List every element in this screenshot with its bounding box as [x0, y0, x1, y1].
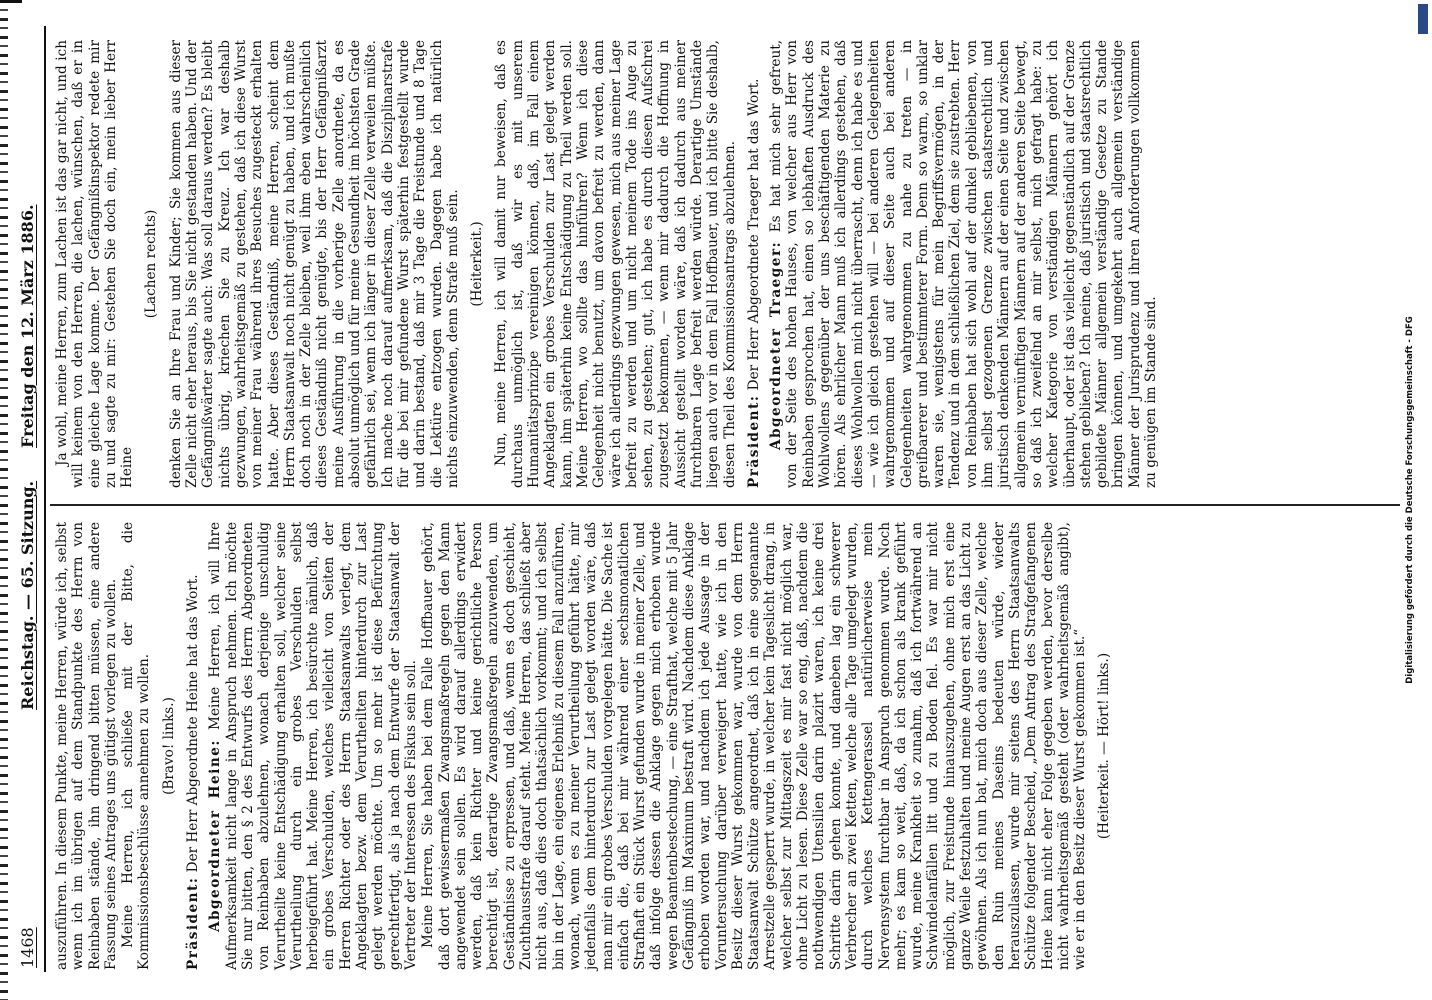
- speaker-label: Abgeordneter Heine:: [207, 739, 224, 932]
- speaker-label: Präsident:: [745, 394, 762, 488]
- speaker-text: Der Herr Abgeordnete Traeger hat das Wort.: [745, 78, 762, 391]
- paragraph: Nun, meine Herren, ich will damit nur beweisen, daß es durchaus unmöglich ist, daß wir es mit unserem Humanitätsprinzipe vereinigen können, daß, im Fall einem Angeklagten ein grobes Verschulden zur Last gelegt werden kann, ihm späterhin keine Entschädigung zu Theil werden soll. Meine Herren, wo sollte das hinführen? Wenn ich diese Gelegenheit nicht benutzt, um davon befreit zu werden, dann wäre ich allerdings gezwungen gewesen, mich aus meiner Lage befreit zu werden und um nicht meinem Tode ins Auge zu sehen, zu gestehen; gut, ich habe es durch diesen Aufschrei zugesetzt bekommen, — wenn mir dadurch die Hoffnung in Aussicht gestellt worden wäre, daß ich dadurch aus meiner furchtbaren Lage befreit werden würde. Derartige Umstände liegen auch vor in dem Fall Hoffbauer, und ich bitte Sie deshalb, diesen Theil des Kommissionsantrags abzulehnen.: [493, 40, 738, 488]
- header-rule: [44, 26, 46, 972]
- interjection: (Heiterkeit. — Hört! links.): [1096, 652, 1113, 840]
- speaker-paragraph: [768, 40, 1159, 488]
- column-divider: [50, 505, 1400, 507]
- paragraph: Meine Herren, Sie haben bei dem Falle Hoffbauer gehört, daß dort gewissermaßen Zwangsmaßregeln gegen den Mann angewendet sein sollen. Es wird darauf allerdings erwidert werden, daß kein Richter und keine gerichtliche Person berechtigt ist, derartige Zwangsmaßregeln anzuwenden, um Geständnisse zu erpressen, und daß, wenn es doch geschieht, Zuchthausstrafe darauf steht. Meine Herren, das schließt aber nicht aus, daß dies doch thatsächlich vorkommt; und ich selbst bin in der Lage, ein eigenes Erlebniß zu diesem Fall anzuführen, wonach, wenn es zu meiner Verurtheilung geführt hätte, mir jedenfalls dem hinterdurch zur Last gelegt worden wäre, daß man mir ein grobes Verschulden vorgelegen hätte. Die Sache ist einfach die, daß bei mir während einer sechsmonatlichen Strafhaft ein Stück Wurst gefunden wurde in meiner Zelle, und daß infolge dessen die Anklage gegen mich erhoben wurde wegen Beamtenbestechung, — eine Strafthat, welche mit 5 Jahr Gefängniß im Maximum bestraft wird. Nachdem diese Anklage erhoben worden war, und nachdem ich jede Aussage in der Voruntersuchung darüber verweigert hatte, wie ich in den Besitz dieser Wurst gekommen war, wurde von dem Herrn Staatsanwalt Schütze angeordnet, daß ich in eine sogenannte Arrestzelle gesperrt wurde, in welcher kein Tageslicht drang, in welcher selbst zur Mittagszeit es mir fast nicht möglich war, ohne Licht zu lesen. Diese Zelle war so eng, daß, nachdem die nothwendigen Utensilien darin plazirt waren, ich keine drei Schritte darin gehen konnte, und daneben lag ein schwerer Verbrecher an zwei Ketten, welche alle Tage umgelegt wurden, durch welches Kettengerassel natürlicherweise mein Nervensystem furchtbar in Anspruch genommen wurde. Noch mehr; es kam so weit, daß, da ich schon als krank geführt wurde, meine Krankheit so zunahm, daß ich fortwährend an Schwindelanfällen litt und zu Boden fiel. Es war mir nicht möglich, zur Freistunde hinauszugehen, ohne mich erst eine ganze Weile festzuhalten und meine Augen erst an das Licht zu gewöhnen. Als ich nun bat, mich doch aus dieser Zelle, welche den Ruin meines Daseins bedeuten würde, wieder herauszulassen, wurde mir seitens des Herrn Staatsanwalts Schütze folgender Bescheid, „Dem Antrag des Strafgefangenen Heine kann nicht eher Folge gegeben werden, bevor derselbe nicht wahrheitsgemäß gesteht (oder wahrheitsgemäß angibt), wie er in den Besitz dieser Wurst gekommen ist.“: [420, 522, 1089, 970]
- speaker-text: Es hat mich sehr gefreut, von der Seite des hohen Hauses, von welcher aus Herr von Reinbaben gesprochen hat, einen so lebhaften Ausdruck des Wohlwollens gegenüber der uns beschäftigenden Materie zu hören. Als ehrlicher Mann muß ich allerdings gestehen, daß dieses Wohlwollen mich nicht überrascht, denn ich habe es und — wie ich gleich gestehen will — bei anderen Gelegenheiten wahrgenommen und auf dieser Seite auch bei anderen Gelegenheiten wahrgenommen zu nahe zu treten — in greifbarerer und bestimmterer Form. Denn so warm, so unklar waren sie, wenigstens für mein Begriffsvermögen, in der Tendenz und in dem schließlichen Ziel, dem sie zustrebten. Herr von Reinbaben hat sich wohl auf der dunkel gebliebenen, von ihm selbst gezogenen Grenze zwischen staatsrechtlich und juristisch denkenden Männern auf der einen Seite und zwischen allgemein vernünftigen Männern auf der anderen Seite bewegt, so daß ich zweifelnd an mir selbst, mich gefragt habe: zu welcher Kategorie von verständigen Männern gehört ich überhaupt, oder ist das vielleicht gegenständlich auf der Grenze stehen geblieben? Ich meine, daß juristisch und staatsrechtlich gebildete Männer allgemein verständige Gesetze zu Stande bringen können, und umgekehrt auch allgemein verständige Männer der Jurisprudenz und ihren Anforderungen vollkommen zu genügen im Stande sind.: [768, 39, 1159, 488]
- speaker-text: Der Herr Abgeordnete Heine hat das Wort.: [185, 574, 202, 873]
- interjection: (Heiterkeit.): [469, 221, 486, 307]
- session-title: Reichstag. — 65. Sitzung.: [18, 480, 37, 710]
- scan-mark: [0, 0, 22, 3]
- speaker-paragraph: [746, 40, 762, 488]
- speaker-label: Abgeordneter Traeger:: [768, 240, 785, 450]
- interjection: (Lachen rechts): [143, 209, 160, 319]
- column-right: [54, 40, 1160, 488]
- paragraph: Ja wohl, meine Herren, zum Lachen ist das gar nicht, und ich will keinem von den Herren, die lachen, wünschen, daß er in eine gleiche Lage komme. Der Gefängnißinspektor redete mir zu und sagte zu mir: Gestehen Sie doch ein, mein lieber Herr Heine: [54, 40, 136, 488]
- speaker-label: Präsident:: [185, 876, 202, 970]
- scan-edge: [0, 0, 8, 1000]
- paragraph: denken Sie an Ihre Frau und Kinder; Sie kommen aus dieser Zelle nicht eher heraus, bis Sie nicht gestanden haben. Und der Gefängnißwärter sagte auch: Was soll daraus werden? Es bleibt nichts übrig, kriechen Sie zu Kreuz. Ich war deshalb gezwungen, wahrheitsgemäß zu gestehen, daß ich diese Wurst von meiner Frau während ihres Besuches zugesteckt erhalten hatte. Aber dieses Geständniß, meine Herren, scheint dem Herrn Staatsanwalt noch nicht genügt zu haben, und ich mußte doch noch in der Zelle bleiben, weil ihm eben wahrscheinlich dieses Geständniß nicht genügte, bis der Herr Gefängnißarzt meine Ausführung in die vorherige Zelle anordnete, da es absolut unmöglich und für meine Gesundheit im höchsten Grade gefährlich sei, wenn ich länger in dieser Zelle verweilen müßte. Ich mache noch darauf aufmerksam, daß die Disziplinarstrafe für die bei mir gefundene Wurst späterhin festgestellt wurde und darin bestand, daß mir 3 Tage die Freistunde und 8 Tage die Lektüre entzogen wurden. Dagegen habe ich natürlich nichts einzuwenden, denn Strafe muß sein.: [167, 40, 461, 488]
- digitization-credit: Digitalisierung gefördert durch die Deutsche Forschungsgemeinschaft - DFG: [1405, 316, 1415, 684]
- dfg-logo-icon: [1418, 4, 1428, 34]
- paragraph: auszuführen. In diesem Punkte, meine Herren, würde ich, selbst wenn ich im übrigen auf dem Standpunkte des Herrn von Reinbaben stände, ihn dringend bitten müssen, eine andere Fassung seines Antrages uns gütigst vorlegen zu wollen.: [54, 522, 119, 970]
- session-date: Freitag den 12. März 1886.: [18, 204, 37, 448]
- speaker-paragraph: [185, 522, 201, 970]
- interjection: (Bravo! links.): [160, 697, 177, 795]
- column-left: [54, 522, 1121, 970]
- newspaper-page: [16, 20, 1416, 980]
- speaker-paragraph: [207, 522, 419, 970]
- page-header: [20, 30, 42, 968]
- paragraph: Meine Herren, ich schließe mit der Bitte, die Kommissionsbeschlüsse annehmen zu wollen.: [120, 522, 153, 970]
- speaker-text: Meine Herren, ich will Ihre Aufmerksamkeit nicht lange in Anspruch nehmen. Ich möchte Sie nur bitten, den § 2 des Entwurfs des Herrn Abgeordneten von Reinbaben abzulehnen, wonach derjenige unschuldig Verurtheilte keine Entschädigung erhalten soll, welcher seine Verurtheilung durch ein grobes Verschulden selbst herbeigeführt hat. Meine Herren, ich besürchte nämlich, daß ein grobes Verschulden, welches vielleicht von Seiten der Herren Richter oder des Herrn Staatsanwalts verlegt, dem Angeklagten bezw. dem Verurtheilten hinterdurch zur Last gelegt werden möchte. Um so mehr ist diese Befürchtung gerechtfertigt, als ja nach dem Entwurfe der Staatsanwalt der Vertreter der Interessen des Fiskus sein soll.: [207, 522, 419, 970]
- page-number: 1468: [18, 927, 37, 968]
